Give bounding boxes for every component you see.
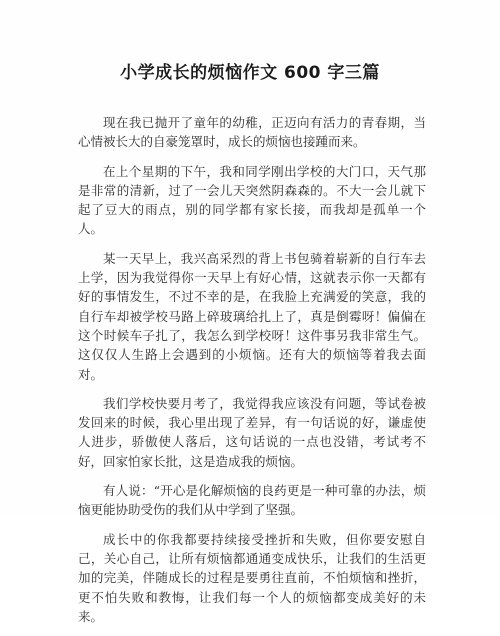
paragraph: 有人说：“开心是化解烦恼的良药更是一种可靠的办法，烦恼更能协助受伤的我们从中学到了坚强。 bbox=[78, 483, 426, 518]
paragraph: 在上个星期的下午，我和同学刚出学校的大门口，天气那是非常的清新，过了一会儿天突然阴森森的。不大一会儿就下起了豆大的雨点，别的同学都有家长接，而我却是孤单一个人。 bbox=[78, 163, 426, 237]
paragraph: 成长中的你我都要持续接受挫折和失败，但你要安慰自己，关心自己，让所有烦恼都通通变成快乐，让我们的生活更加的完美，伴随成长的过程是要勇往直前，不怕烦恼和挫折，更不怕失败和教悔，让我们每一个人的烦恼都变成美好的未来。 bbox=[78, 531, 426, 624]
document-body bbox=[78, 113, 426, 636]
paragraph: 某一天早上，我兴高采烈的背上书包骑着崭新的自行车去上学，因为我觉得你一天早上有好心情，这就表示你一天都有好的事情发生，不过不幸的是，在我脸上充满爱的笑意，我的自行车却被学校马路上碎玻璃给扎上了，真是倒霉呀！偏偏在这个时候车子扎了，我怎么到学校呀！这件事另我非常生气。这仅仅人生路上会遇到的小烦恼。还有大的烦恼等着我去面对。 bbox=[78, 250, 426, 382]
paragraph: 我们学校快要月考了，我觉得我应该没有问题，等试卷被发回来的时候，我心里出现了差异，有一句话说的好，谦虚使人进步，骄傲使人落后，这句话说的一点也没错，考试考不好，回家怕家长批，这是造成我的烦恼。 bbox=[78, 395, 426, 469]
document-title: 小学成长的烦恼作文 600 字三篇 bbox=[120, 63, 380, 83]
paragraph: 现在我已抛开了童年的幼稚，正迈向有活力的青春期，当心情被长大的自豪笼罩时，成长的烦恼也接踵而来。 bbox=[78, 115, 426, 150]
